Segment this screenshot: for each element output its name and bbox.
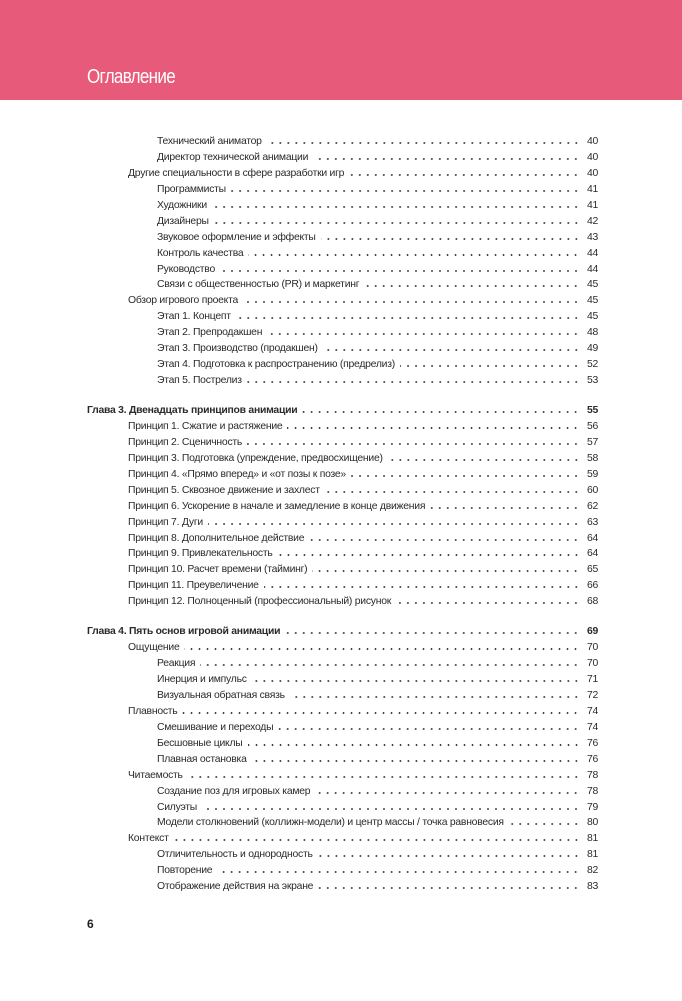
toc-entry[interactable] bbox=[87, 168, 598, 184]
toc-entry-page: 78 bbox=[586, 769, 598, 781]
dot-leader bbox=[325, 485, 580, 493]
toc-entry[interactable] bbox=[87, 216, 598, 232]
dot-leader bbox=[236, 311, 580, 319]
dot-leader bbox=[321, 232, 580, 240]
toc-entry-page: 72 bbox=[586, 689, 598, 701]
toc-entry[interactable] bbox=[87, 152, 598, 168]
toc-entry-title: Читаемость bbox=[128, 769, 183, 781]
toc-entry[interactable] bbox=[87, 580, 598, 596]
toc-entry[interactable] bbox=[87, 817, 598, 833]
toc-entry[interactable] bbox=[87, 327, 598, 343]
toc-entry[interactable] bbox=[87, 754, 598, 770]
toc-entry[interactable] bbox=[87, 264, 598, 280]
toc-entry-page: 41 bbox=[586, 199, 598, 211]
toc-entry-title: Модели столкновений (коллижн-модели) и центр массы / точка равновесия bbox=[157, 817, 504, 829]
toc-entry-page: 81 bbox=[586, 833, 598, 845]
toc-entry[interactable] bbox=[87, 722, 598, 738]
dot-leader bbox=[388, 453, 580, 461]
dot-leader bbox=[247, 437, 580, 445]
toc-chapter[interactable] bbox=[87, 405, 598, 421]
toc-entry-page: 62 bbox=[586, 500, 598, 512]
dot-leader bbox=[243, 295, 580, 303]
page-number: 6 bbox=[87, 917, 94, 931]
toc-entry-page: 79 bbox=[586, 801, 598, 813]
dot-leader bbox=[396, 596, 580, 604]
toc-entry[interactable] bbox=[87, 802, 598, 818]
toc-entry[interactable] bbox=[87, 564, 598, 580]
toc-entry-title: Технический аниматор bbox=[157, 136, 262, 147]
toc-entry[interactable] bbox=[87, 375, 598, 391]
dot-leader bbox=[220, 264, 580, 272]
toc-entry[interactable] bbox=[87, 200, 598, 216]
toc-entry-page: 41 bbox=[586, 183, 598, 195]
toc-entry-page: 78 bbox=[586, 785, 598, 797]
toc-entry-title: Этап 1. Концепт bbox=[157, 311, 231, 323]
dot-leader bbox=[278, 722, 580, 730]
toc-entry-title: Бесшовные циклы bbox=[157, 737, 243, 749]
toc-entry-page: 42 bbox=[586, 215, 598, 227]
toc-entry-title: Этап 3. Производство (продакшен) bbox=[157, 343, 318, 355]
toc-entry-page: 70 bbox=[586, 642, 598, 654]
toc-entry-title: Реакция bbox=[157, 658, 196, 670]
toc-entry-title: Плавность bbox=[128, 705, 178, 717]
toc-entry-title: Звуковое оформление и эффекты bbox=[157, 231, 316, 243]
toc-entry-title: Отображение действия на экране bbox=[157, 881, 314, 893]
toc-entry[interactable] bbox=[87, 642, 598, 658]
toc-entry-page: 76 bbox=[586, 753, 598, 765]
dot-leader bbox=[302, 405, 580, 413]
toc-entry[interactable] bbox=[87, 517, 598, 533]
toc-entry-title: Руководство bbox=[157, 263, 215, 275]
toc-entry-title: Этап 2. Препродакшен bbox=[157, 327, 263, 339]
toc-entry-title: Принцип 12. Полноценный (профессиональный) рисунок bbox=[128, 596, 392, 608]
dot-leader bbox=[312, 564, 580, 572]
toc-entry-page: 45 bbox=[586, 311, 598, 323]
toc-entry-page: 64 bbox=[586, 548, 598, 560]
dot-leader bbox=[309, 533, 580, 541]
toc-entry[interactable] bbox=[87, 833, 598, 849]
toc-entry[interactable] bbox=[87, 865, 598, 881]
toc-entry-page: 74 bbox=[586, 705, 598, 717]
toc-entry-page: 69 bbox=[586, 626, 598, 638]
dot-leader bbox=[264, 580, 580, 588]
toc-entry[interactable] bbox=[87, 421, 598, 437]
dot-leader bbox=[278, 548, 580, 556]
toc-entry[interactable] bbox=[87, 548, 598, 564]
dot-leader bbox=[217, 865, 580, 873]
toc-entry-title: Принцип 5. Сквозное движение и захлест bbox=[128, 484, 320, 496]
dot-leader bbox=[214, 216, 580, 224]
toc-entry-page: 65 bbox=[586, 564, 598, 576]
toc-entry-title: Плавная остановка bbox=[157, 753, 247, 765]
toc-entry[interactable] bbox=[87, 343, 598, 359]
dot-leader bbox=[313, 152, 580, 160]
toc-entry-page: 40 bbox=[586, 136, 598, 147]
toc-entry[interactable] bbox=[87, 232, 598, 248]
toc-entry-title: Принцип 6. Ускорение в начале и замедление в конце движения bbox=[128, 500, 426, 512]
toc-entry-title: Художники bbox=[157, 199, 207, 211]
toc-entry-page: 40 bbox=[586, 167, 598, 179]
page-title: Оглавление bbox=[87, 66, 175, 88]
toc-entry[interactable] bbox=[87, 501, 598, 517]
toc-entry-title: Принцип 10. Расчет времени (тайминг) bbox=[128, 564, 308, 576]
toc-entry-page: 68 bbox=[586, 596, 598, 608]
dot-leader bbox=[252, 674, 580, 682]
toc-entry[interactable] bbox=[87, 658, 598, 674]
toc-entry[interactable] bbox=[87, 706, 598, 722]
toc-entry-page: 74 bbox=[586, 721, 598, 733]
dot-leader bbox=[248, 248, 580, 256]
toc-entry-title: Дизайнеры bbox=[157, 215, 209, 227]
toc-entry[interactable] bbox=[87, 453, 598, 469]
toc-entry-page: 57 bbox=[586, 436, 598, 448]
toc-entry[interactable] bbox=[87, 690, 598, 706]
toc-entry[interactable] bbox=[87, 359, 598, 375]
toc-entry-title: Ощущение bbox=[128, 642, 180, 654]
toc-entry[interactable] bbox=[87, 533, 598, 549]
dot-leader bbox=[174, 833, 580, 841]
toc-entry[interactable] bbox=[87, 674, 598, 690]
dot-leader bbox=[400, 359, 580, 367]
toc-entry-title: Инерция и импульс bbox=[157, 674, 247, 685]
toc-entry-title: Принцип 8. Дополнительное действие bbox=[128, 532, 305, 544]
toc-entry-page: 59 bbox=[586, 468, 598, 480]
toc-entry[interactable] bbox=[87, 437, 598, 453]
toc-entry-page: 64 bbox=[586, 532, 598, 544]
dot-leader bbox=[315, 786, 580, 794]
toc-chapter[interactable] bbox=[87, 626, 598, 642]
table-of-contents bbox=[87, 136, 598, 897]
toc-entry[interactable] bbox=[87, 485, 598, 501]
toc-entry-page: 58 bbox=[586, 452, 598, 464]
dot-leader bbox=[182, 706, 580, 714]
header-band bbox=[0, 0, 682, 100]
toc-entry-title: Глава 3. Двенадцать принципов анимации bbox=[87, 405, 298, 416]
toc-entry-title: Принцип 9. Привлекательность bbox=[128, 548, 273, 560]
toc-entry-title: Повторение bbox=[157, 865, 213, 877]
toc-entry-title: Принцип 3. Подготовка (упреждение, предвосхищение) bbox=[128, 452, 383, 464]
toc-entry-page: 44 bbox=[586, 247, 598, 259]
toc-entry-page: 76 bbox=[586, 737, 598, 749]
dot-leader bbox=[247, 375, 580, 383]
toc-entry[interactable] bbox=[87, 881, 598, 897]
toc-entry-title: Контекст bbox=[128, 833, 169, 845]
toc-entry-page: 49 bbox=[586, 343, 598, 355]
toc-entry-page: 53 bbox=[586, 375, 598, 387]
toc-entry-title: Принцип 7. Дуги bbox=[128, 516, 203, 528]
toc-entry-title: Программисты bbox=[157, 183, 226, 195]
toc-entry-title: Этап 5. Пострелиз bbox=[157, 375, 242, 387]
toc-entry-page: 43 bbox=[586, 231, 598, 243]
toc-entry-page: 45 bbox=[586, 279, 598, 291]
dot-leader bbox=[290, 690, 580, 698]
dot-leader bbox=[430, 501, 580, 509]
toc-entry[interactable] bbox=[87, 770, 598, 786]
dot-leader bbox=[318, 849, 580, 857]
toc-entry-page: 40 bbox=[586, 151, 598, 163]
toc-entry-title: Визуальная обратная связь bbox=[157, 689, 285, 701]
toc-entry-page: 71 bbox=[586, 674, 598, 685]
toc-entry[interactable] bbox=[87, 184, 598, 200]
toc-entry-title: Контроль качества bbox=[157, 247, 244, 259]
toc-entry[interactable] bbox=[87, 295, 598, 311]
toc-entry[interactable] bbox=[87, 136, 598, 152]
toc-entry[interactable] bbox=[87, 849, 598, 865]
dot-leader bbox=[285, 626, 580, 634]
toc-entry-page: 55 bbox=[586, 405, 598, 416]
toc-entry-page: 45 bbox=[586, 295, 598, 307]
dot-leader bbox=[323, 343, 580, 351]
toc-entry[interactable] bbox=[87, 469, 598, 485]
toc-entry-page: 83 bbox=[586, 881, 598, 893]
toc-entry-title: Этап 4. Подготовка к распространению (предрелиз) bbox=[157, 359, 395, 371]
toc-entry[interactable] bbox=[87, 248, 598, 264]
dot-leader bbox=[188, 770, 580, 778]
dot-leader bbox=[200, 658, 580, 666]
dot-leader bbox=[184, 642, 580, 650]
dot-leader bbox=[349, 168, 580, 176]
toc-entry-page: 60 bbox=[586, 484, 598, 496]
dot-leader bbox=[267, 136, 580, 144]
toc-entry-page: 48 bbox=[586, 327, 598, 339]
dot-leader bbox=[351, 469, 580, 477]
toc-entry[interactable] bbox=[87, 596, 598, 612]
toc-entry-title: Связи с общественностью (PR) и маркетинг bbox=[157, 279, 360, 291]
dot-leader bbox=[212, 200, 580, 208]
toc-entry-title: Отличительность и однородность bbox=[157, 849, 313, 861]
toc-entry-page: 66 bbox=[586, 580, 598, 592]
toc-entry-title: Глава 4. Пять основ игровой анимации bbox=[87, 626, 281, 638]
toc-entry-title: Смешивание и переходы bbox=[157, 721, 274, 733]
toc-entry-title: Принцип 1. Сжатие и растяжение bbox=[128, 420, 283, 432]
toc-entry-page: 44 bbox=[586, 263, 598, 275]
toc-entry-title: Принцип 2. Сценичность bbox=[128, 436, 243, 448]
toc-entry[interactable] bbox=[87, 311, 598, 327]
dot-leader bbox=[318, 881, 580, 889]
dot-leader bbox=[509, 817, 580, 825]
toc-entry-page: 82 bbox=[586, 865, 598, 877]
toc-entry-title: Директор технической анимации bbox=[157, 151, 309, 163]
dot-leader bbox=[202, 802, 580, 810]
toc-entry-page: 63 bbox=[586, 516, 598, 528]
toc-entry[interactable] bbox=[87, 738, 598, 754]
toc-entry-page: 80 bbox=[586, 817, 598, 829]
dot-leader bbox=[267, 327, 580, 335]
toc-entry-page: 52 bbox=[586, 359, 598, 371]
toc-entry-title: Принцип 11. Преувеличение bbox=[128, 580, 259, 592]
toc-entry[interactable] bbox=[87, 279, 598, 295]
dot-leader bbox=[231, 184, 580, 192]
dot-leader bbox=[248, 738, 581, 746]
toc-entry-title: Силуэты bbox=[157, 801, 197, 813]
dot-leader bbox=[287, 421, 580, 429]
toc-entry-title: Создание поз для игровых камер bbox=[157, 785, 311, 797]
toc-entry-title: Обзор игрового проекта bbox=[128, 295, 239, 307]
toc-entry[interactable] bbox=[87, 786, 598, 802]
toc-entry-page: 81 bbox=[586, 849, 598, 861]
dot-leader bbox=[208, 517, 580, 525]
toc-entry-title: Другие специальности в сфере разработки игр bbox=[128, 167, 345, 179]
toc-entry-page: 56 bbox=[586, 420, 598, 432]
dot-leader bbox=[252, 754, 580, 762]
toc-entry-page: 70 bbox=[586, 658, 598, 670]
toc-entry-title: Принцип 4. «Прямо вперед» и «от позы к позе» bbox=[128, 468, 346, 480]
dot-leader bbox=[364, 279, 580, 287]
